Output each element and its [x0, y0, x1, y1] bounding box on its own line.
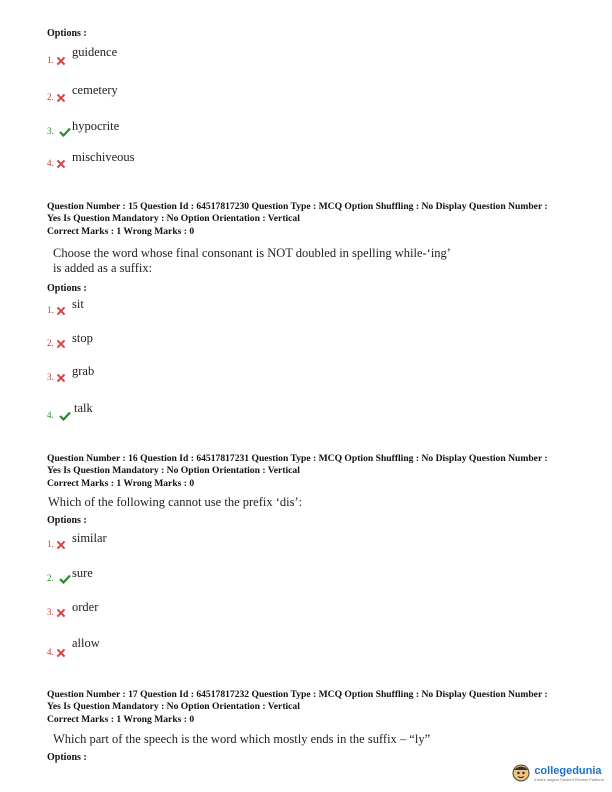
option-1: 1. — [47, 55, 65, 65]
question-meta: Question Number : 17 Question Id : 64517817232 Question Type : MCQ Option Shuffling : No Display Question Number : Yes Is Question Mandatory : No Option Orientation : Vertical — [47, 689, 548, 712]
wrong-icon — [57, 307, 65, 315]
wrong-icon — [57, 160, 65, 168]
question-marks: Correct Marks : 1 Wrong Marks : 0 — [47, 714, 195, 725]
question-meta: Question Number : 16 Question Id : 64517817231 Question Type : MCQ Option Shuffling : No Display Question Number : Yes Is Question Mandatory : No Option Orientation : Vertical — [47, 453, 548, 476]
question-meta: Question Number : 15 Question Id : 64517817230 Question Type : MCQ Option Shuffling : No Display Question Number : Yes Is Question Mandatory : No Option Orientation : Vertical — [47, 201, 548, 224]
wrong-icon — [57, 94, 65, 102]
question-marks: Correct Marks : 1 Wrong Marks : 0 — [47, 226, 195, 237]
option-4: 4. — [47, 158, 65, 168]
question-text: Choose the word whose final consonant is NOT doubled in spelling while-‘ing’ is added as a suffix: — [53, 246, 451, 275]
option-text: order — [72, 600, 99, 614]
option-2: 2. — [47, 338, 65, 348]
wrong-icon — [57, 340, 65, 348]
options-label: Options : — [47, 28, 87, 39]
option-4: 4. — [47, 647, 65, 657]
options-label: Options : — [47, 752, 87, 763]
option-text: mischiveous — [72, 150, 135, 164]
option-text: hypocrite — [72, 119, 120, 133]
check-icon — [59, 411, 71, 421]
option-text: grab — [72, 364, 95, 378]
option-text: talk — [74, 401, 93, 415]
option-text: allow — [72, 636, 100, 650]
option-1: 1. — [47, 539, 65, 549]
options-label: Options : — [47, 515, 87, 526]
option-2: 2. — [47, 92, 65, 102]
check-icon — [59, 574, 71, 584]
option-1: 1. — [47, 305, 65, 315]
question-marks: Correct Marks : 1 Wrong Marks : 0 — [47, 478, 195, 489]
question-text: Which part of the speech is the word which mostly ends in the suffix – “ly” — [53, 732, 431, 746]
option-text: stop — [72, 331, 93, 345]
wrong-icon — [57, 609, 65, 617]
option-text: sure — [72, 566, 93, 580]
question-text: Which of the following cannot use the prefix ‘dis’: — [48, 495, 303, 509]
option-4: 4. — [47, 410, 71, 421]
check-icon — [59, 127, 71, 137]
option-text: sit — [72, 297, 84, 311]
wrong-icon — [57, 541, 65, 549]
option-3: 3. — [47, 607, 65, 617]
option-2: 2. — [47, 573, 71, 584]
brand-tagline: India's largest Student Review Platform — [534, 776, 604, 782]
wrong-icon — [57, 649, 65, 657]
options-label: Options : — [47, 283, 87, 294]
collegedunia-watermark — [512, 764, 604, 782]
wrong-icon — [57, 57, 65, 65]
option-text: guidence — [72, 45, 118, 59]
wrong-icon — [57, 374, 65, 382]
brand-name: collegedunia — [534, 764, 602, 777]
mascot-icon — [512, 764, 530, 782]
option-3: 3. — [47, 372, 65, 382]
option-text: cemetery — [72, 83, 118, 97]
option-3: 3. — [47, 126, 71, 137]
option-text: similar — [72, 531, 107, 545]
